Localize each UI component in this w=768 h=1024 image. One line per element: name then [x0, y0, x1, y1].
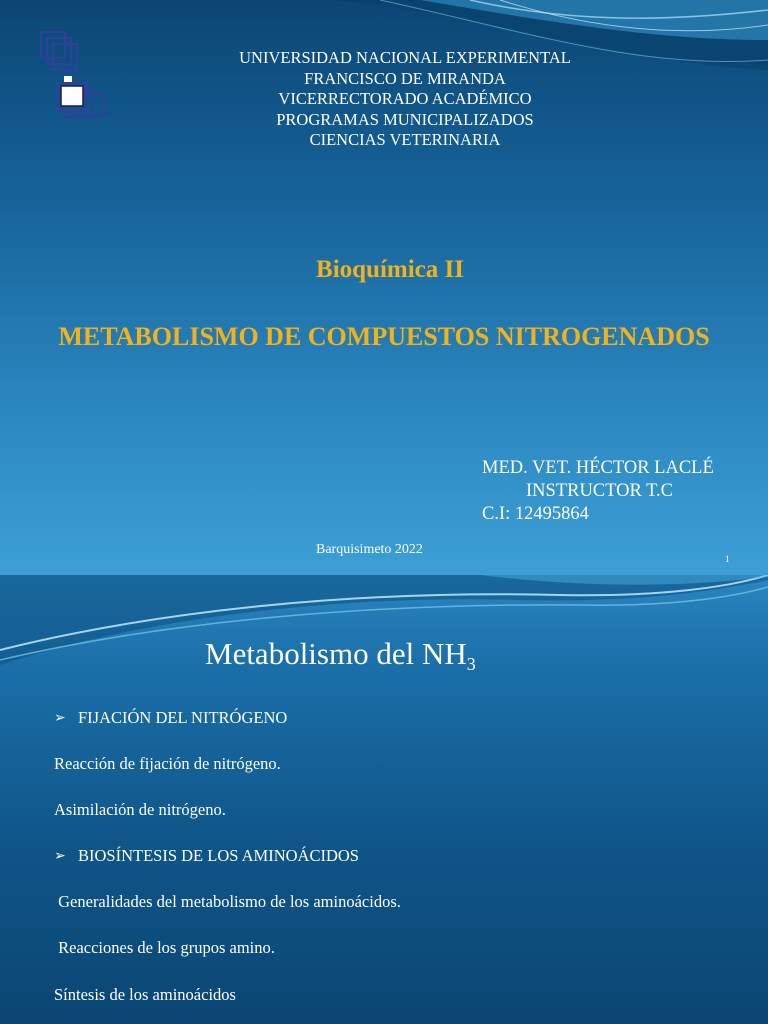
presentation-title: METABOLISMO DE COMPUESTOS NITROGENADOS: [58, 322, 710, 351]
header-line: VICERRECTORADO ACADÉMICO: [278, 89, 532, 108]
bullet-heading: [54, 708, 287, 728]
author-role: INSTRUCTOR T.C: [526, 481, 673, 501]
list-item: Generalidades del metabolismo de los aminoácidos.: [54, 892, 401, 911]
header-line: CIENCIAS VETERINARIA: [309, 130, 501, 149]
arrow-bullet-icon: ➢: [54, 848, 66, 864]
author-name: MED. VET. HÉCTOR LACLÉ: [482, 458, 714, 478]
header-line: FRANCISCO DE MIRANDA: [304, 68, 506, 88]
list-item: Reacción de fijación de nitrógeno.: [54, 754, 281, 773]
slide-title-subscript: 3: [466, 654, 476, 674]
institution-header: [0, 48, 768, 151]
list-item: Síntesis de los aminoácidos: [54, 985, 236, 1004]
header-line: UNIVERSIDAD NACIONAL EXPERIMENTAL: [239, 48, 571, 67]
bullet-heading-text: BIOSÍNTESIS DE LOS AMINOÁCIDOS: [78, 846, 359, 865]
page-number: 1: [725, 554, 730, 564]
header-line: PROGRAMAS MUNICIPALIZADOS: [276, 109, 534, 129]
bullet-heading: [54, 846, 359, 866]
list-item: Asimilación de nitrógeno.: [54, 800, 226, 819]
slide-title-main: Metabolismo del NH: [205, 636, 467, 671]
slide-title: [205, 636, 476, 675]
arrow-bullet-icon: ➢: [54, 710, 66, 726]
list-item: Reacciones de los grupos amino.: [54, 938, 275, 957]
bullet-heading-text: FIJACIÓN DEL NITRÓGENO: [78, 708, 288, 727]
place-date: Barquisimeto 2022: [316, 542, 423, 557]
author-id: C.I: 12495864: [482, 504, 589, 524]
course-subject: Bioquímica II: [316, 256, 464, 283]
